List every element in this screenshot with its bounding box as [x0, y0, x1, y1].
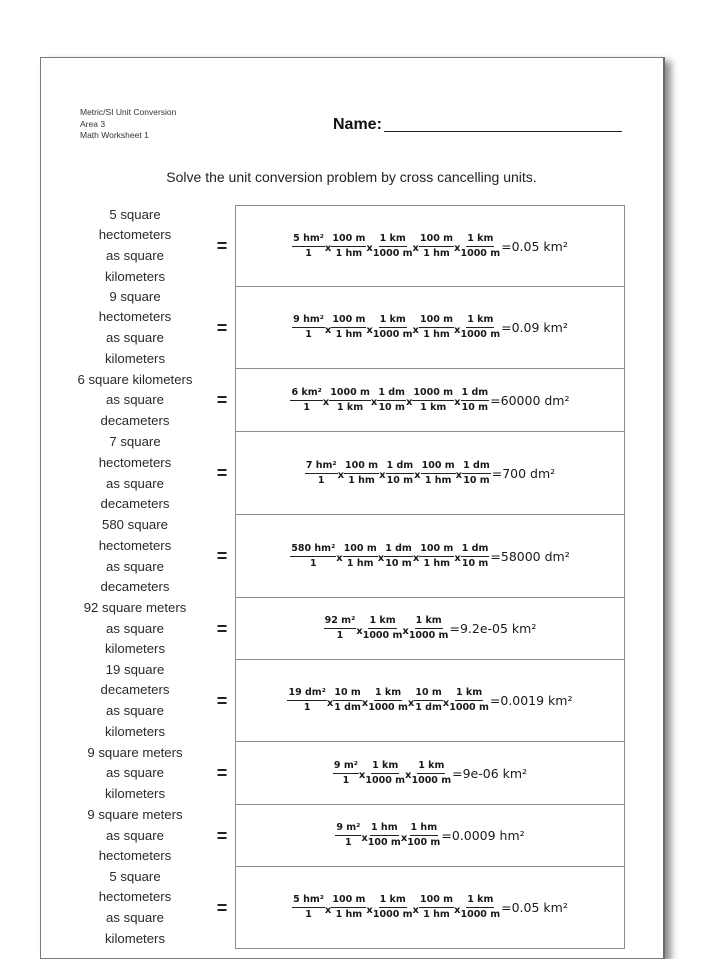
prompt-line: as square	[106, 248, 164, 263]
prompt-line: kilometers	[104, 930, 166, 946]
conversion-factor	[414, 687, 442, 714]
factor-denominator: 1	[317, 474, 325, 486]
conversion-expression	[333, 760, 527, 787]
factor-numerator: 1 dm	[461, 387, 490, 401]
problem-row	[60, 287, 624, 369]
multiply-icon: x	[405, 770, 412, 781]
prompt-line: 9 square meters	[87, 744, 183, 760]
conversion-factor	[373, 314, 413, 341]
factor-numerator: 5 hm²	[292, 894, 325, 908]
factor-denominator: 1000 m	[372, 329, 413, 340]
multiply-icon: x	[442, 697, 450, 709]
conversion-factor	[449, 687, 489, 714]
conversion-factor	[419, 543, 454, 570]
prompt-line: as square	[106, 910, 164, 925]
conversion-factor	[462, 460, 491, 487]
factor-denominator: 1000 m	[449, 702, 489, 713]
meta-worksheet-number: Math Worksheet 1	[80, 130, 149, 140]
multiply-icon: x	[412, 324, 419, 336]
prompt-line: as square	[106, 392, 164, 408]
conversion-result: =0.05 km²	[501, 238, 568, 254]
conversion-expression	[292, 894, 568, 921]
factor-denominator: 1000 m	[365, 774, 406, 786]
factor-numerator: 1 km	[374, 687, 402, 701]
factor-numerator: 1 km	[368, 615, 396, 629]
conversion-expression	[292, 233, 568, 260]
conversion-factor	[384, 543, 413, 570]
conversion-factor	[411, 760, 451, 787]
multiply-icon: x	[412, 904, 419, 916]
equals-sign: =	[216, 618, 228, 639]
conversion-factor	[377, 387, 406, 414]
conversion-result: =60000 dm²	[490, 392, 570, 408]
factor-denominator: 1 dm	[415, 702, 442, 713]
conversion-result: =9.2e-05 km²	[449, 621, 537, 636]
conversion-expression	[305, 460, 555, 487]
prompt-line: 19 square	[105, 661, 165, 677]
prompt-line: decameters	[100, 496, 170, 512]
conversion-factor	[363, 615, 403, 642]
equals-sign: =	[216, 390, 228, 410]
equals-sign: =	[216, 235, 228, 256]
conversion-factor	[331, 233, 366, 260]
factor-numerator: 7 hm²	[305, 460, 338, 474]
factor-denominator: 1 hm	[423, 329, 450, 340]
problem-row	[60, 867, 624, 949]
prompt-line: 9 square meters	[87, 807, 183, 823]
conversion-factor	[368, 687, 408, 714]
factor-numerator: 1 km	[466, 314, 494, 328]
conversion-factor	[386, 460, 415, 487]
factor-numerator: 1 km	[379, 233, 407, 247]
factor-denominator: 1 hm	[423, 909, 450, 920]
answer-box	[235, 805, 625, 867]
prompt-line: 580 square	[102, 517, 168, 533]
multiply-icon: x	[370, 397, 378, 408]
problem-row	[60, 515, 624, 598]
multiply-icon: x	[414, 470, 421, 481]
prompt-line: decameters	[100, 579, 170, 595]
factor-numerator: 1 dm	[461, 543, 490, 557]
factor-denominator: 1000 m	[368, 702, 408, 713]
factor-numerator: 1 hm	[370, 822, 399, 836]
prompt-line: 9 square	[109, 288, 161, 304]
conversion-factor	[461, 387, 490, 414]
conversion-factor	[409, 615, 449, 642]
prompt-line: as square	[106, 827, 164, 843]
conversion-expression	[335, 822, 524, 849]
factor-denominator: 1	[303, 401, 310, 413]
factor-denominator: 1 dm	[334, 702, 361, 713]
prompt-line: kilometers	[104, 641, 166, 657]
equals-sign: =	[216, 825, 228, 846]
conversion-factor	[331, 894, 366, 921]
factor-denominator: 1 hm	[423, 557, 451, 569]
factor-numerator: 580 hm²	[290, 543, 336, 557]
factor-numerator: 1000 m	[329, 387, 371, 401]
answer-box	[235, 867, 625, 949]
conversion-factor	[419, 894, 454, 921]
multiply-icon: x	[412, 553, 420, 564]
factor-denominator: 1000 m	[411, 774, 452, 786]
factor-denominator: 10 m	[385, 557, 412, 569]
equals-sign: =	[216, 317, 228, 338]
conversion-expression	[287, 687, 572, 714]
prompt-line: kilometers	[104, 785, 166, 801]
factor-denominator: 1 hm	[423, 247, 450, 259]
factor-numerator: 1 dm	[377, 387, 406, 401]
factor-numerator: 10 m	[333, 687, 361, 701]
conversion-factor	[460, 894, 500, 921]
factor-denominator: 10 m	[461, 557, 489, 569]
conversion-factor	[333, 760, 359, 787]
prompt-line: 5 square	[109, 206, 161, 222]
conversion-factor	[344, 460, 379, 487]
factor-numerator: 100 m	[331, 314, 366, 328]
factor-denominator: 1	[303, 702, 311, 713]
conversion-factor	[412, 387, 454, 414]
factor-denominator: 1000 m	[460, 247, 501, 259]
factor-numerator: 1 km	[415, 615, 443, 629]
answer-box	[235, 660, 625, 742]
factor-denominator: 1000 m	[362, 630, 403, 641]
problem-prompt	[60, 660, 210, 742]
worksheet-meta	[80, 107, 176, 142]
conversion-factor	[329, 387, 371, 414]
instructions: Solve the unit conversion problem by cross cancelling units.	[166, 169, 537, 185]
factor-denominator: 1	[345, 837, 352, 848]
problem-row	[60, 369, 624, 432]
factor-denominator: 1000 m	[372, 909, 413, 920]
factor-numerator: 100 m	[344, 460, 379, 474]
meta-title: Metric/SI Unit Conversion	[80, 107, 177, 117]
factor-denominator: 1000 m	[372, 247, 413, 259]
factor-numerator: 1 dm	[384, 543, 413, 557]
prompt-line: decameters	[100, 412, 170, 428]
conversion-factor	[292, 233, 325, 260]
prompt-line: as square	[106, 703, 164, 718]
factor-denominator: 1000 m	[460, 329, 501, 340]
conversion-factor	[333, 687, 361, 714]
conversion-result: =0.05 km²	[501, 900, 568, 915]
multiply-icon: x	[402, 625, 409, 637]
factor-denominator: 1	[305, 329, 312, 340]
factor-numerator: 100 m	[331, 894, 366, 908]
factor-numerator: 1 km	[466, 233, 494, 247]
answer-box	[235, 369, 625, 432]
conversion-factor	[419, 233, 454, 260]
factor-numerator: 1 km	[466, 894, 494, 908]
factor-denominator: 1	[309, 557, 317, 569]
factor-denominator: 100 m	[407, 837, 441, 848]
factor-denominator: 1	[305, 909, 312, 920]
multiply-icon: x	[336, 553, 343, 564]
factor-numerator: 9 hm²	[292, 314, 325, 328]
multiply-icon: x	[366, 243, 373, 254]
conversion-result: =700 dm²	[491, 465, 556, 481]
multiply-icon: x	[405, 397, 413, 408]
prompt-line: hectometers	[98, 537, 172, 553]
conversion-factor	[460, 233, 500, 260]
factor-numerator: 6 km²	[290, 387, 322, 401]
conversion-expression	[290, 543, 569, 570]
prompt-line: hectometers	[98, 848, 172, 864]
factor-numerator: 1000 m	[412, 387, 454, 401]
factor-numerator: 100 m	[419, 894, 454, 908]
factor-numerator: 1 km	[417, 760, 445, 774]
multiply-icon: x	[454, 243, 461, 254]
factor-denominator: 1 km	[420, 401, 447, 413]
prompt-line: hectometers	[98, 227, 172, 243]
factor-denominator: 1 hm	[335, 329, 363, 340]
factor-numerator: 5 hm²	[292, 233, 325, 247]
factor-numerator: 9 m²	[335, 822, 361, 836]
conversion-result: =0.0009 hm²	[441, 828, 525, 843]
conversion-factor	[460, 314, 500, 341]
problem-row	[60, 742, 624, 805]
conversion-factor	[373, 894, 413, 921]
factor-numerator: 1 hm	[410, 822, 439, 836]
conversion-factor	[419, 314, 454, 341]
problem-row	[60, 660, 624, 742]
problem-prompt	[60, 432, 210, 515]
multiply-icon: x	[412, 243, 419, 254]
problem-prompt	[60, 598, 210, 660]
problem-row	[60, 205, 624, 287]
factor-numerator: 100 m	[419, 314, 454, 328]
conversion-factor	[461, 543, 490, 570]
multiply-icon: x	[324, 904, 332, 916]
factor-numerator: 1 km	[455, 687, 483, 701]
multiply-icon: x	[324, 324, 332, 336]
name-blank-line	[384, 131, 622, 132]
multiply-icon: x	[361, 832, 368, 844]
factor-denominator: 1000 m	[408, 630, 449, 641]
prompt-line: 5 square	[109, 868, 161, 884]
conversion-factor	[368, 822, 401, 849]
conversion-result: =0.0019 km²	[489, 693, 573, 708]
prompt-line: decameters	[100, 682, 170, 698]
prompt-line: 6 square kilometers	[77, 371, 193, 387]
prompt-line: as square	[106, 475, 164, 491]
multiply-icon: x	[454, 324, 461, 336]
factor-numerator: 100 m	[331, 233, 366, 247]
problem-row	[60, 432, 624, 515]
multiply-icon: x	[407, 697, 415, 709]
multiply-icon: x	[455, 470, 463, 481]
factor-denominator: 1 hm	[335, 909, 363, 920]
factor-numerator: 100 m	[421, 460, 456, 474]
problem-prompt	[60, 867, 210, 949]
problem-row	[60, 805, 624, 867]
prompt-line: hectometers	[98, 454, 172, 470]
multiply-icon: x	[400, 832, 408, 844]
multiply-icon: x	[337, 470, 345, 481]
conversion-result: =58000 dm²	[490, 548, 570, 564]
conversion-result: =0.09 km²	[501, 320, 568, 335]
conversion-factor	[292, 894, 325, 921]
answer-box	[235, 432, 625, 515]
equals-sign: =	[216, 763, 228, 783]
factor-numerator: 1 dm	[462, 460, 491, 474]
equals-sign: =	[216, 690, 228, 711]
conversion-expression	[290, 387, 569, 414]
answer-box	[235, 205, 625, 287]
prompt-line: as square	[106, 330, 164, 345]
multiply-icon: x	[322, 397, 330, 408]
answer-box	[235, 598, 625, 660]
factor-numerator: 92 m²	[324, 615, 357, 629]
conversion-factor	[292, 314, 325, 341]
multiply-icon: x	[454, 904, 461, 916]
factor-denominator: 1	[342, 774, 350, 786]
problem-list	[60, 205, 624, 949]
factor-denominator: 1 km	[336, 401, 364, 413]
conversion-result: =9e-06 km²	[452, 765, 528, 781]
conversion-factor	[290, 543, 336, 570]
factor-numerator: 100 m	[343, 543, 378, 557]
multiply-icon: x	[326, 697, 334, 709]
conversion-factor	[421, 460, 456, 487]
problem-prompt	[60, 805, 210, 867]
conversion-factor	[365, 760, 405, 787]
prompt-line: kilometers	[104, 350, 166, 366]
factor-denominator: 1 hm	[424, 474, 452, 486]
equals-sign: =	[216, 546, 228, 566]
factor-numerator: 1 km	[379, 894, 407, 908]
factor-numerator: 1 dm	[386, 460, 415, 474]
factor-numerator: 19 dm²	[287, 687, 326, 701]
conversion-factor	[324, 615, 357, 642]
multiply-icon: x	[324, 243, 332, 254]
prompt-line: kilometers	[104, 268, 166, 284]
factor-numerator: 100 m	[419, 543, 454, 557]
conversion-factor	[331, 314, 366, 341]
conversion-factor	[305, 460, 338, 487]
meta-topic: Area 3	[80, 118, 106, 129]
conversion-factor	[407, 822, 440, 849]
prompt-line: as square	[106, 620, 164, 636]
conversion-factor	[290, 387, 322, 414]
factor-numerator: 10 m	[414, 687, 442, 701]
factor-denominator: 1	[305, 247, 312, 259]
factor-numerator: 1 km	[371, 760, 399, 774]
factor-denominator: 1 hm	[348, 474, 375, 486]
factor-denominator: 100 m	[367, 837, 401, 848]
conversion-factor	[373, 233, 413, 260]
prompt-line: as square	[106, 558, 164, 574]
prompt-line: 92 square meters	[83, 600, 187, 616]
prompt-line: 7 square	[109, 434, 161, 450]
equals-sign: =	[216, 463, 228, 483]
problem-prompt	[60, 515, 210, 598]
conversion-expression	[292, 314, 568, 341]
multiply-icon: x	[358, 770, 366, 781]
prompt-line: as square	[106, 765, 164, 781]
factor-denominator: 1	[336, 630, 344, 641]
answer-box	[235, 742, 625, 805]
equals-sign: =	[216, 897, 228, 918]
conversion-factor	[343, 543, 378, 570]
multiply-icon: x	[377, 553, 385, 564]
conversion-factor	[287, 687, 326, 714]
problem-prompt	[60, 287, 210, 369]
problem-prompt	[60, 205, 210, 287]
factor-denominator: 10 m	[461, 401, 489, 413]
multiply-icon: x	[366, 324, 373, 336]
multiply-icon: x	[454, 553, 461, 564]
multiply-icon: x	[366, 904, 373, 916]
factor-numerator: 1 km	[379, 314, 407, 328]
factor-denominator: 10 m	[386, 474, 414, 486]
problem-prompt	[60, 369, 210, 432]
multiply-icon: x	[356, 625, 363, 637]
factor-denominator: 1000 m	[460, 909, 501, 920]
answer-box	[235, 287, 625, 369]
factor-numerator: 9 m²	[333, 760, 359, 774]
conversion-expression	[324, 615, 537, 642]
prompt-line: kilometers	[104, 723, 166, 739]
factor-denominator: 10 m	[378, 401, 405, 413]
prompt-line: hectometers	[98, 889, 172, 905]
problem-prompt	[60, 742, 210, 805]
multiply-icon: x	[361, 697, 369, 709]
answer-box	[235, 515, 625, 598]
factor-numerator: 100 m	[419, 233, 454, 247]
prompt-line: hectometers	[98, 309, 172, 325]
factor-denominator: 1 hm	[335, 247, 363, 259]
name-label: Name:	[333, 116, 382, 133]
problem-row	[60, 598, 624, 660]
factor-denominator: 10 m	[463, 474, 490, 486]
multiply-icon: x	[379, 470, 386, 481]
factor-denominator: 1 hm	[346, 557, 374, 569]
conversion-factor	[335, 822, 361, 849]
multiply-icon: x	[454, 397, 461, 408]
